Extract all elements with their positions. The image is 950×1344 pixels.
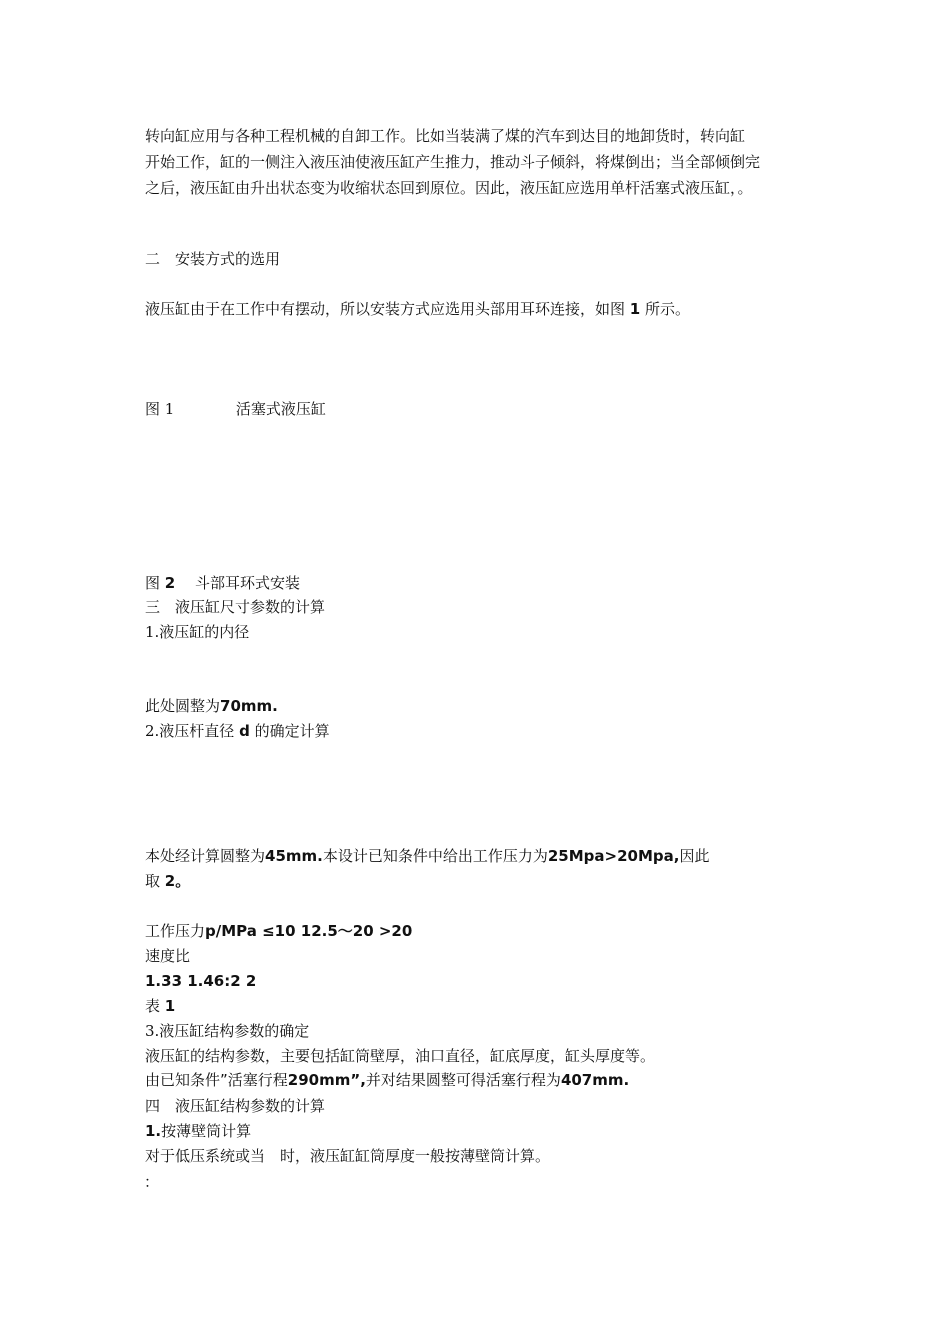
text-span: 本处经计算圆整为 <box>145 847 266 865</box>
section-heading: 四 液压缸结构参数的计算 <box>145 1097 326 1115</box>
value: 70mm. <box>220 697 278 715</box>
figure-label: 图 1 <box>145 400 175 418</box>
figure-title: 活塞式液压缸 <box>235 400 326 418</box>
subsection-heading: 3.液压缸结构参数的确定 <box>145 1022 310 1040</box>
symbol: d <box>239 722 250 740</box>
subsection-heading <box>145 719 330 743</box>
text-span: 此处圆整为 <box>145 697 221 715</box>
value: 407mm. <box>560 1071 630 1089</box>
text-span: 按薄壁筒计算 <box>161 1122 252 1140</box>
figure-caption <box>145 571 300 595</box>
figure-number: 2 <box>164 574 176 592</box>
paragraph-line <box>145 694 278 718</box>
figure-label: 图 <box>145 574 161 592</box>
table-row <box>145 919 412 943</box>
subsection-heading: 1.液压缸的内径 <box>145 623 250 641</box>
table-cell: 工作压力 <box>145 922 206 940</box>
paragraph-line: 之后，液压缸由升出状态变为收缩状态回到原位。因此，液压缸应选用单杆活塞式液压缸，。 <box>145 179 753 197</box>
table-caption <box>145 994 175 1018</box>
text-span: 并对结果圆整可得活塞行程为 <box>365 1071 561 1089</box>
table-number: 1 <box>164 997 176 1015</box>
value: 2。 <box>164 872 191 890</box>
paragraph-line: 开始工作，缸的一侧注入液压油使液压缸产生推力，推动斗子倾斜，将煤倒出；当全部倾倒完 <box>145 153 761 171</box>
figure-caption <box>145 397 326 421</box>
table-row: 速度比 <box>145 947 191 965</box>
paragraph-line: 对于低压系统或当 时，液压缸缸筒厚度一般按薄壁筒计算。 <box>145 1147 551 1165</box>
value: 45mm. <box>265 847 323 865</box>
section-heading: 二 安装方式的选用 <box>145 250 281 268</box>
figure-title: 斗部耳环式安装 <box>180 574 301 592</box>
text-span: 液压缸由于在工作中有摆动，所以安装方式应选用头部用耳环连接，如图 <box>145 300 626 318</box>
text-span: 由已知条件”活塞行程 <box>145 1071 288 1089</box>
value: 25Mpa>20Mpa, <box>547 847 680 865</box>
table-cell: p/MPa ≤10 12.5～20 >20 <box>205 922 413 940</box>
paragraph-line <box>145 297 690 321</box>
text-span: 所示。 <box>645 300 691 318</box>
item-number: 1. <box>145 1122 162 1140</box>
paragraph-line: 转向缸应用与各种工程机械的自卸工作。比如当装满了煤的汽车到达目的地卸货时，转向缸 <box>145 127 746 145</box>
paragraph-line <box>145 869 190 893</box>
text-span: 2.液压杆直径 <box>145 722 235 740</box>
paragraph-line: ： <box>144 1173 160 1191</box>
text-span: 本设计已知条件中给出工作压力为 <box>322 847 548 865</box>
text-span: 因此 <box>679 847 710 865</box>
text-span: 表 <box>145 997 161 1015</box>
table-row: 1.33 1.46:2 2 <box>145 972 257 990</box>
paragraph-line <box>145 844 709 868</box>
section-heading: 三 液压缸尺寸参数的计算 <box>145 598 326 616</box>
text-span: 取 <box>145 872 161 890</box>
subsection-heading <box>145 1119 251 1143</box>
paragraph-line <box>145 1068 629 1092</box>
paragraph-line: 液压缸的结构参数，主要包括缸筒壁厚，油口直径，缸底厚度，缸头厚度等。 <box>145 1047 656 1065</box>
figure-ref: 1 <box>629 300 641 318</box>
value: 290mm”, <box>287 1071 366 1089</box>
text-span: 的确定计算 <box>254 722 330 740</box>
